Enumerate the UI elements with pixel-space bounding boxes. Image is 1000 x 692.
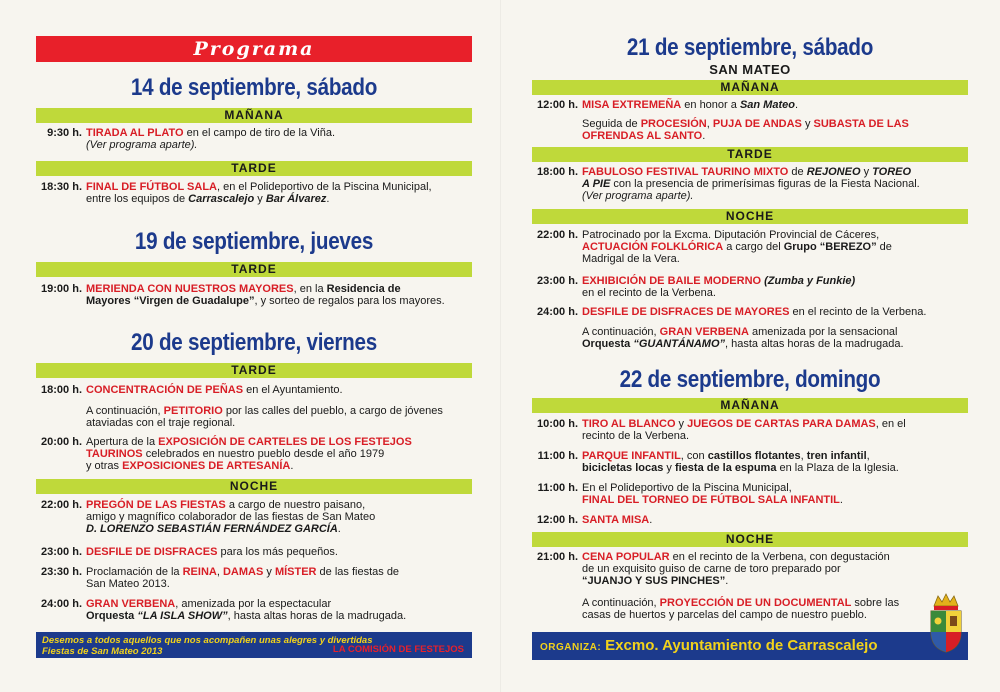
event-text: de	[876, 241, 892, 253]
event-highlight: MERIENDA CON NUESTROS MAYORES	[86, 283, 294, 295]
event-time: 12:00 h.	[537, 99, 578, 111]
event-desc	[86, 181, 478, 205]
event-text: y	[675, 418, 688, 430]
event-text: , en el Polideportivo de la Piscina Municipal,	[216, 181, 432, 193]
event-text: ,	[800, 450, 807, 462]
event-text: Patrocinado por la Excma. Diputación Provincial de Cáceres,	[582, 229, 880, 241]
event-bold: tren infantil	[806, 450, 867, 462]
organizer-label: ORGANIZA:	[540, 642, 602, 653]
event-bold: “JUANJO Y SUS PINCHES”	[582, 575, 726, 587]
event-desc	[86, 566, 478, 590]
day-21-title: 21 de septiembre, sábado	[626, 34, 874, 61]
event-text: A continuación,	[86, 405, 164, 417]
event-highlight: PROCESIÓN	[640, 118, 707, 130]
day-20-title: 20 de septiembre, viernes	[131, 329, 377, 356]
event-time: 23:00 h.	[537, 275, 578, 287]
event-text: , en la	[293, 283, 327, 295]
day-19-tarde-bar: TARDE	[36, 262, 472, 277]
day-22-title: 22 de septiembre, domingo	[619, 366, 881, 393]
event-bold: (Zumba y Funkie)	[761, 275, 856, 287]
event-desc	[582, 514, 974, 526]
event-time: 18:30 h.	[41, 181, 82, 193]
event-time: 18:00 h.	[41, 384, 82, 396]
event-time: 19:00 h.	[41, 283, 82, 295]
greeting-line-2: Fiestas de San Mateo 2013	[42, 646, 163, 657]
day-22-manana-bar: MAÑANA	[532, 398, 968, 413]
event-text: , y sorteo de regalos para los mayores.	[254, 295, 445, 307]
event-text: y	[860, 166, 873, 178]
event-desc	[582, 306, 974, 318]
event-text: ,	[866, 450, 870, 462]
event-desc	[582, 450, 974, 474]
event-bold: TOREO	[872, 166, 912, 178]
day-19-title: 19 de septiembre, jueves	[134, 228, 374, 255]
event-highlight: TIRADA AL PLATO	[86, 127, 184, 139]
event-text: de las fiestas de	[316, 566, 400, 578]
event-time: 23:30 h.	[41, 566, 82, 578]
greeting-line-1: Desemos a todos aquellos que nos acompañen unas alegres y divertidas	[42, 635, 373, 646]
event-text: A continuación,	[582, 326, 660, 338]
event-desc	[86, 436, 478, 472]
event-text: , hasta altas horas de la madrugada.	[725, 338, 904, 350]
event-highlight: ACTUACIÓN FOLKLÓRICA	[582, 241, 724, 253]
event-desc	[582, 275, 974, 299]
day-14-manana-bar: MAÑANA	[36, 108, 472, 123]
event-desc	[582, 482, 974, 506]
event-text: de un exquisito guiso de carne de toro preparado por	[582, 563, 841, 575]
event-desc	[582, 118, 974, 142]
event-highlight: CONCENTRACIÓN DE PEÑAS	[86, 384, 244, 396]
event-text: entre los equipos de	[86, 193, 189, 205]
event-time: 10:00 h.	[537, 418, 578, 430]
event-bold: “LA ISLA SHOW”	[137, 610, 228, 622]
event-desc	[86, 499, 478, 535]
event-text: .	[702, 130, 706, 142]
event-highlight: DESFILE DE DISFRACES	[86, 546, 218, 558]
day-20-tarde-bar: TARDE	[36, 363, 472, 378]
event-text: amigo y magnífico colaborador de las fiestas de San Mateo	[86, 511, 376, 523]
event-bold: Mayores “Virgen de Guadalupe”	[86, 295, 255, 307]
event-highlight: GRAN VERBENA	[659, 326, 749, 338]
event-text: por las calles del pueblo, a cargo de jóvenes	[222, 405, 443, 417]
event-text: .	[794, 99, 799, 111]
event-highlight: SUBASTA DE LAS	[813, 118, 909, 130]
page-fold	[500, 0, 501, 692]
event-highlight: FABULOSO FESTIVAL TAURINO MIXTO	[582, 166, 789, 178]
event-text: a cargo del	[723, 241, 784, 253]
event-bold: REJONEO	[806, 166, 861, 178]
event-desc	[582, 99, 974, 111]
event-bold: castillos flotantes	[707, 450, 801, 462]
event-highlight: DAMAS	[222, 566, 264, 578]
day-21-subtitle: SAN MATEO	[709, 62, 791, 77]
organizer-name: Excmo. Ayuntamiento de Carrascalejo	[605, 637, 878, 654]
event-text: .	[649, 514, 653, 526]
event-text: ,	[706, 118, 713, 130]
event-text: en el campo de tiro de la Viña.	[183, 127, 336, 139]
event-text: Apertura de la	[86, 436, 159, 448]
event-time: 22:00 h.	[41, 499, 82, 511]
day-21-manana-bar: MAÑANA	[532, 80, 968, 95]
event-text: .	[290, 460, 294, 472]
event-time: 11:00 h.	[537, 482, 578, 494]
event-bold: Orquesta	[86, 610, 138, 622]
event-time: 24:00 h.	[41, 598, 82, 610]
event-text: .	[839, 494, 843, 506]
team-name: Bar Álvarez	[265, 193, 327, 205]
event-time: 24:00 h.	[537, 306, 578, 318]
event-time: 20:00 h.	[41, 436, 82, 448]
greeting-footer	[36, 632, 472, 658]
event-bold: Grupo “BEREZO”	[783, 241, 877, 253]
event-note: (Ver programa aparte).	[582, 190, 694, 202]
event-desc	[582, 229, 974, 265]
event-note: (Ver programa aparte).	[86, 139, 198, 151]
event-highlight: TIRO AL BLANCO	[582, 418, 676, 430]
event-text: ataviadas con el traje regional.	[86, 417, 236, 429]
event-text: en el recinto de la Verbena, con degustación	[669, 551, 890, 563]
event-text: a cargo de nuestro paisano,	[225, 499, 366, 511]
event-text: amenizada por la sensacional	[748, 326, 898, 338]
event-highlight: PUJA DE ANDAS	[712, 118, 802, 130]
event-bold: “GUANTÁNAMO”	[633, 338, 726, 350]
event-text: , con	[680, 450, 708, 462]
event-highlight: TAURINOS	[86, 448, 143, 460]
day-22-noche-bar: NOCHE	[532, 532, 968, 547]
event-desc	[86, 405, 478, 429]
event-text: , hasta altas horas de la madrugada.	[227, 610, 407, 622]
event-text: en la Plaza de la Iglesia.	[776, 462, 899, 474]
event-time: 12:00 h.	[537, 514, 578, 526]
event-text: En el Polideportivo de la Piscina Municipal,	[582, 482, 792, 494]
event-time: 22:00 h.	[537, 229, 578, 241]
event-bold: bicicletas locas	[582, 462, 664, 474]
event-desc	[86, 127, 478, 151]
day-20-noche-bar: NOCHE	[36, 479, 472, 494]
event-time: 18:00 h.	[537, 166, 578, 178]
event-text: Seguida de	[582, 118, 641, 130]
event-bold: fiesta de la espuma	[674, 462, 777, 474]
event-desc	[582, 597, 922, 621]
event-text: .	[725, 575, 729, 587]
event-highlight: REINA	[182, 566, 217, 578]
event-highlight: EXPOSICIÓN DE CARTELES DE LOS FESTEJOS	[158, 436, 412, 448]
event-desc	[86, 546, 478, 558]
event-highlight: EXHIBICIÓN DE BAILE MODERNO	[582, 275, 762, 287]
event-text: .	[337, 523, 341, 535]
day-14-tarde-bar: TARDE	[36, 161, 472, 176]
event-text: con la presencia de primerísimas figuras de la Fiesta Nacional.	[610, 178, 920, 190]
event-text: , amenizada por la espectacular	[175, 598, 332, 610]
event-text: celebrados en nuestro pueblo desde el año 1979	[142, 448, 385, 460]
event-text: para los más pequeños.	[217, 546, 338, 558]
organizer-footer	[532, 632, 968, 660]
event-highlight: EXPOSICIONES DE ARTESANÍA	[122, 460, 291, 472]
event-desc	[582, 551, 974, 587]
event-text: San Mateo 2013.	[86, 578, 170, 590]
event-bold: D. LORENZO SEBASTIÁN FERNÁNDEZ GARCÍA	[86, 523, 338, 535]
programa-banner: Programa	[36, 36, 472, 62]
event-text: sobre las	[851, 597, 900, 609]
coat-of-arms-icon	[926, 592, 966, 654]
event-highlight: PETITORIO	[163, 405, 223, 417]
event-desc	[86, 598, 478, 622]
event-highlight: PREGÓN DE LAS FIESTAS	[86, 499, 226, 511]
event-highlight: JUEGOS DE CARTAS PARA DAMAS	[687, 418, 876, 430]
event-desc	[86, 384, 478, 396]
event-highlight: GRAN VERBENA	[86, 598, 176, 610]
event-highlight: CENA POPULAR	[582, 551, 670, 563]
event-highlight: MISA EXTREMEÑA	[582, 99, 682, 111]
event-text: Madrigal de la Vera.	[582, 253, 680, 265]
event-text: A continuación,	[582, 597, 660, 609]
event-highlight: PARQUE INFANTIL	[582, 450, 681, 462]
day-21-noche-bar: NOCHE	[532, 209, 968, 224]
event-desc	[86, 283, 478, 307]
event-highlight: MÍSTER	[274, 566, 317, 578]
event-highlight: DESFILE DE DISFRACES DE MAYORES	[582, 306, 790, 318]
event-bold: Residencia de	[326, 283, 401, 295]
event-text: y	[801, 118, 814, 130]
event-text: de	[788, 166, 807, 178]
day-14-title: 14 de septiembre, sábado	[130, 74, 378, 101]
event-text: en el recinto de la Verbena.	[789, 306, 927, 318]
event-text: en el recinto de la Verbena.	[582, 287, 716, 299]
team-name: Carrascalejo	[188, 193, 255, 205]
event-desc	[582, 418, 974, 442]
event-highlight: PROYECCIÓN DE UN DOCUMENTAL	[659, 597, 852, 609]
event-highlight: FINAL DE FÚTBOL SALA	[86, 181, 217, 193]
event-time: 9:30 h.	[47, 127, 82, 139]
event-text: y	[663, 462, 675, 474]
event-desc	[582, 326, 974, 350]
event-highlight: OFRENDAS AL SANTO	[582, 130, 703, 142]
event-desc	[582, 166, 974, 202]
event-text: y	[254, 193, 266, 205]
event-time: 23:00 h.	[41, 546, 82, 558]
event-text: casas de huertos y parcelas del campo de nuestro pueblo.	[582, 609, 867, 621]
event-text: en el Ayuntamiento.	[243, 384, 343, 396]
event-time: 21:00 h.	[537, 551, 578, 563]
event-text: , en el	[875, 418, 906, 430]
event-highlight: FINAL DEL TORNEO DE FÚTBOL SALA INFANTIL	[582, 494, 840, 506]
event-text: en honor a	[681, 99, 740, 111]
day-21-tarde-bar: TARDE	[532, 147, 968, 162]
event-bold: A PIE	[582, 178, 611, 190]
event-bold: Orquesta	[582, 338, 634, 350]
event-text: ,	[216, 566, 223, 578]
commission-signature: LA COMISIÓN DE FESTEJOS	[332, 644, 464, 655]
event-bold: San Mateo	[739, 99, 795, 111]
event-text: Proclamación de la	[86, 566, 183, 578]
event-text: y	[263, 566, 275, 578]
event-text: y otras	[86, 460, 123, 472]
event-highlight: SANTA MISA	[582, 514, 650, 526]
event-text: .	[326, 193, 330, 205]
event-time: 11:00 h.	[537, 450, 578, 462]
event-text: recinto de la Verbena.	[582, 430, 690, 442]
